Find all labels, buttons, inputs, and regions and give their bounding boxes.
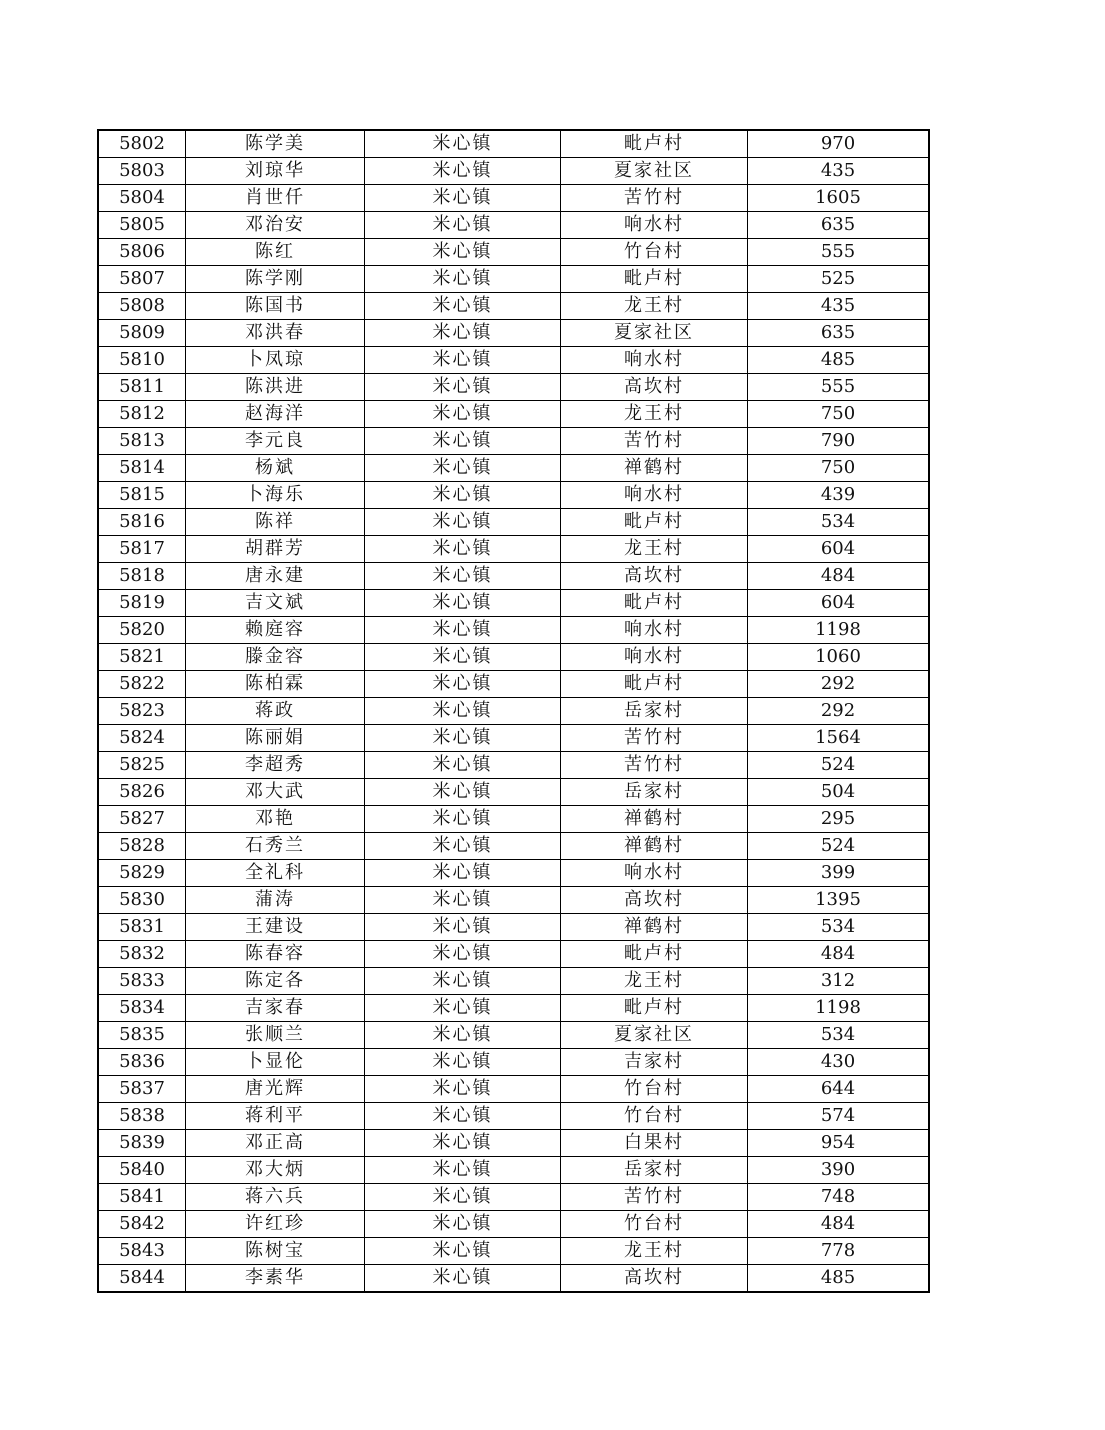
amount-cell: 292 <box>748 671 930 698</box>
table-row <box>98 239 929 266</box>
amount-cell: 604 <box>748 590 930 617</box>
village-cell: 禅鹤村 <box>561 455 748 482</box>
town-cell: 米心镇 <box>365 671 561 698</box>
village-cell: 毗卢村 <box>561 266 748 293</box>
table-row <box>98 1022 929 1049</box>
table-row <box>98 536 929 563</box>
row-number-cell: 5839 <box>98 1130 186 1157</box>
table-row <box>98 914 929 941</box>
amount-cell: 1198 <box>748 995 930 1022</box>
amount-cell: 635 <box>748 320 930 347</box>
table-row <box>98 455 929 482</box>
table-row <box>98 1076 929 1103</box>
row-number-cell: 5807 <box>98 266 186 293</box>
village-cell: 毗卢村 <box>561 590 748 617</box>
amount-cell: 750 <box>748 455 930 482</box>
town-cell: 米心镇 <box>365 968 561 995</box>
amount-cell: 644 <box>748 1076 930 1103</box>
person-name-cell: 李元良 <box>186 428 365 455</box>
row-number-cell: 5837 <box>98 1076 186 1103</box>
amount-cell: 534 <box>748 1022 930 1049</box>
table-row <box>98 158 929 185</box>
row-number-cell: 5806 <box>98 239 186 266</box>
table-row <box>98 401 929 428</box>
table-row <box>98 347 929 374</box>
amount-cell: 1395 <box>748 887 930 914</box>
village-cell: 毗卢村 <box>561 671 748 698</box>
row-number-cell: 5842 <box>98 1211 186 1238</box>
village-cell: 高坎村 <box>561 374 748 401</box>
village-cell: 苦竹村 <box>561 725 748 752</box>
town-cell: 米心镇 <box>365 401 561 428</box>
village-cell: 白果村 <box>561 1130 748 1157</box>
town-cell: 米心镇 <box>365 617 561 644</box>
town-cell: 米心镇 <box>365 320 561 347</box>
village-cell: 龙王村 <box>561 1238 748 1265</box>
village-cell: 高坎村 <box>561 1265 748 1293</box>
village-cell: 龙王村 <box>561 536 748 563</box>
table-row <box>98 590 929 617</box>
table-row <box>98 130 929 158</box>
town-cell: 米心镇 <box>365 347 561 374</box>
village-cell: 禅鹤村 <box>561 806 748 833</box>
row-number-cell: 5812 <box>98 401 186 428</box>
person-name-cell: 蒋政 <box>186 698 365 725</box>
row-number-cell: 5840 <box>98 1157 186 1184</box>
table-row <box>98 752 929 779</box>
village-cell: 龙王村 <box>561 293 748 320</box>
table-row <box>98 779 929 806</box>
town-cell: 米心镇 <box>365 239 561 266</box>
amount-cell: 970 <box>748 130 930 158</box>
person-name-cell: 卜显伦 <box>186 1049 365 1076</box>
amount-cell: 399 <box>748 860 930 887</box>
amount-cell: 484 <box>748 941 930 968</box>
amount-cell: 778 <box>748 1238 930 1265</box>
person-name-cell: 邓洪春 <box>186 320 365 347</box>
table-row <box>98 995 929 1022</box>
person-name-cell: 肖世仟 <box>186 185 365 212</box>
person-name-cell: 卜海乐 <box>186 482 365 509</box>
person-name-cell: 赵海洋 <box>186 401 365 428</box>
town-cell: 米心镇 <box>365 1103 561 1130</box>
table-row <box>98 617 929 644</box>
town-cell: 米心镇 <box>365 374 561 401</box>
table-row <box>98 185 929 212</box>
person-name-cell: 吉家春 <box>186 995 365 1022</box>
town-cell: 米心镇 <box>365 536 561 563</box>
village-cell: 吉家村 <box>561 1049 748 1076</box>
row-number-cell: 5827 <box>98 806 186 833</box>
row-number-cell: 5838 <box>98 1103 186 1130</box>
town-cell: 米心镇 <box>365 563 561 590</box>
village-cell: 竹台村 <box>561 1211 748 1238</box>
person-name-cell: 陈国书 <box>186 293 365 320</box>
town-cell: 米心镇 <box>365 293 561 320</box>
row-number-cell: 5828 <box>98 833 186 860</box>
village-cell: 岳家村 <box>561 698 748 725</box>
village-cell: 响水村 <box>561 644 748 671</box>
records-table-body <box>98 130 929 1292</box>
person-name-cell: 陈学美 <box>186 130 365 158</box>
person-name-cell: 蒋利平 <box>186 1103 365 1130</box>
row-number-cell: 5822 <box>98 671 186 698</box>
person-name-cell: 邓正高 <box>186 1130 365 1157</box>
amount-cell: 1198 <box>748 617 930 644</box>
amount-cell: 750 <box>748 401 930 428</box>
village-cell: 苦竹村 <box>561 1184 748 1211</box>
table-row <box>98 1049 929 1076</box>
amount-cell: 484 <box>748 563 930 590</box>
row-number-cell: 5843 <box>98 1238 186 1265</box>
village-cell: 毗卢村 <box>561 995 748 1022</box>
person-name-cell: 刘琼华 <box>186 158 365 185</box>
person-name-cell: 张顺兰 <box>186 1022 365 1049</box>
village-cell: 高坎村 <box>561 563 748 590</box>
row-number-cell: 5835 <box>98 1022 186 1049</box>
town-cell: 米心镇 <box>365 590 561 617</box>
town-cell: 米心镇 <box>365 806 561 833</box>
person-name-cell: 杨斌 <box>186 455 365 482</box>
amount-cell: 790 <box>748 428 930 455</box>
village-cell: 高坎村 <box>561 887 748 914</box>
village-cell: 响水村 <box>561 617 748 644</box>
table-row <box>98 725 929 752</box>
row-number-cell: 5811 <box>98 374 186 401</box>
person-name-cell: 蒋六兵 <box>186 1184 365 1211</box>
person-name-cell: 李超秀 <box>186 752 365 779</box>
village-cell: 响水村 <box>561 347 748 374</box>
amount-cell: 295 <box>748 806 930 833</box>
row-number-cell: 5844 <box>98 1265 186 1293</box>
person-name-cell: 李素华 <box>186 1265 365 1293</box>
row-number-cell: 5803 <box>98 158 186 185</box>
row-number-cell: 5814 <box>98 455 186 482</box>
amount-cell: 604 <box>748 536 930 563</box>
town-cell: 米心镇 <box>365 698 561 725</box>
town-cell: 米心镇 <box>365 941 561 968</box>
row-number-cell: 5813 <box>98 428 186 455</box>
amount-cell: 524 <box>748 833 930 860</box>
amount-cell: 635 <box>748 212 930 239</box>
row-number-cell: 5829 <box>98 860 186 887</box>
table-row <box>98 374 929 401</box>
village-cell: 岳家村 <box>561 1157 748 1184</box>
table-row <box>98 320 929 347</box>
amount-cell: 485 <box>748 1265 930 1293</box>
person-name-cell: 赖庭容 <box>186 617 365 644</box>
amount-cell: 292 <box>748 698 930 725</box>
table-row <box>98 1157 929 1184</box>
town-cell: 米心镇 <box>365 455 561 482</box>
row-number-cell: 5831 <box>98 914 186 941</box>
village-cell: 禅鹤村 <box>561 914 748 941</box>
person-name-cell: 吉文斌 <box>186 590 365 617</box>
table-row <box>98 212 929 239</box>
town-cell: 米心镇 <box>365 266 561 293</box>
town-cell: 米心镇 <box>365 1184 561 1211</box>
village-cell: 响水村 <box>561 860 748 887</box>
village-cell: 夏家社区 <box>561 158 748 185</box>
row-number-cell: 5805 <box>98 212 186 239</box>
amount-cell: 484 <box>748 1211 930 1238</box>
amount-cell: 390 <box>748 1157 930 1184</box>
village-cell: 毗卢村 <box>561 509 748 536</box>
town-cell: 米心镇 <box>365 1049 561 1076</box>
person-name-cell: 陈丽娟 <box>186 725 365 752</box>
village-cell: 竹台村 <box>561 1076 748 1103</box>
person-name-cell: 邓大炳 <box>186 1157 365 1184</box>
amount-cell: 555 <box>748 374 930 401</box>
row-number-cell: 5826 <box>98 779 186 806</box>
village-cell: 响水村 <box>561 212 748 239</box>
village-cell: 岳家村 <box>561 779 748 806</box>
town-cell: 米心镇 <box>365 482 561 509</box>
table-row <box>98 1184 929 1211</box>
row-number-cell: 5823 <box>98 698 186 725</box>
table-row <box>98 1130 929 1157</box>
village-cell: 夏家社区 <box>561 320 748 347</box>
amount-cell: 1060 <box>748 644 930 671</box>
amount-cell: 555 <box>748 239 930 266</box>
amount-cell: 954 <box>748 1130 930 1157</box>
amount-cell: 524 <box>748 752 930 779</box>
village-cell: 竹台村 <box>561 239 748 266</box>
person-name-cell: 全礼科 <box>186 860 365 887</box>
person-name-cell: 陈红 <box>186 239 365 266</box>
amount-cell: 1564 <box>748 725 930 752</box>
person-name-cell: 陈学刚 <box>186 266 365 293</box>
village-cell: 响水村 <box>561 482 748 509</box>
village-cell: 竹台村 <box>561 1103 748 1130</box>
amount-cell: 504 <box>748 779 930 806</box>
table-row <box>98 266 929 293</box>
table-row <box>98 482 929 509</box>
row-number-cell: 5825 <box>98 752 186 779</box>
town-cell: 米心镇 <box>365 725 561 752</box>
village-cell: 苦竹村 <box>561 752 748 779</box>
person-name-cell: 陈定各 <box>186 968 365 995</box>
person-name-cell: 邓治安 <box>186 212 365 239</box>
table-row <box>98 806 929 833</box>
table-row <box>98 671 929 698</box>
amount-cell: 439 <box>748 482 930 509</box>
town-cell: 米心镇 <box>365 1130 561 1157</box>
row-number-cell: 5834 <box>98 995 186 1022</box>
amount-cell: 430 <box>748 1049 930 1076</box>
table-row <box>98 833 929 860</box>
table-row <box>98 1103 929 1130</box>
row-number-cell: 5818 <box>98 563 186 590</box>
town-cell: 米心镇 <box>365 833 561 860</box>
town-cell: 米心镇 <box>365 1238 561 1265</box>
person-name-cell: 卜凤琼 <box>186 347 365 374</box>
person-name-cell: 胡群芳 <box>186 536 365 563</box>
village-cell: 龙王村 <box>561 401 748 428</box>
amount-cell: 312 <box>748 968 930 995</box>
town-cell: 米心镇 <box>365 509 561 536</box>
town-cell: 米心镇 <box>365 1157 561 1184</box>
person-name-cell: 陈洪进 <box>186 374 365 401</box>
row-number-cell: 5804 <box>98 185 186 212</box>
town-cell: 米心镇 <box>365 995 561 1022</box>
table-row <box>98 698 929 725</box>
person-name-cell: 许红珍 <box>186 1211 365 1238</box>
row-number-cell: 5809 <box>98 320 186 347</box>
amount-cell: 748 <box>748 1184 930 1211</box>
row-number-cell: 5802 <box>98 130 186 158</box>
person-name-cell: 陈树宝 <box>186 1238 365 1265</box>
row-number-cell: 5824 <box>98 725 186 752</box>
amount-cell: 534 <box>748 509 930 536</box>
records-table <box>97 129 930 1293</box>
town-cell: 米心镇 <box>365 887 561 914</box>
town-cell: 米心镇 <box>365 914 561 941</box>
table-row <box>98 860 929 887</box>
table-row <box>98 563 929 590</box>
row-number-cell: 5817 <box>98 536 186 563</box>
person-name-cell: 王建设 <box>186 914 365 941</box>
person-name-cell: 陈春容 <box>186 941 365 968</box>
town-cell: 米心镇 <box>365 1076 561 1103</box>
amount-cell: 1605 <box>748 185 930 212</box>
village-cell: 苦竹村 <box>561 428 748 455</box>
row-number-cell: 5830 <box>98 887 186 914</box>
town-cell: 米心镇 <box>365 428 561 455</box>
town-cell: 米心镇 <box>365 1265 561 1293</box>
village-cell: 毗卢村 <box>561 941 748 968</box>
table-row <box>98 887 929 914</box>
amount-cell: 435 <box>748 293 930 320</box>
village-cell: 龙王村 <box>561 968 748 995</box>
row-number-cell: 5836 <box>98 1049 186 1076</box>
town-cell: 米心镇 <box>365 779 561 806</box>
amount-cell: 525 <box>748 266 930 293</box>
person-name-cell: 蒲涛 <box>186 887 365 914</box>
table-row <box>98 293 929 320</box>
village-cell: 夏家社区 <box>561 1022 748 1049</box>
row-number-cell: 5832 <box>98 941 186 968</box>
town-cell: 米心镇 <box>365 860 561 887</box>
town-cell: 米心镇 <box>365 1022 561 1049</box>
table-row <box>98 1238 929 1265</box>
person-name-cell: 邓大武 <box>186 779 365 806</box>
person-name-cell: 唐永建 <box>186 563 365 590</box>
table-row <box>98 1211 929 1238</box>
row-number-cell: 5810 <box>98 347 186 374</box>
table-row <box>98 968 929 995</box>
table-row <box>98 428 929 455</box>
table-row <box>98 509 929 536</box>
town-cell: 米心镇 <box>365 212 561 239</box>
row-number-cell: 5815 <box>98 482 186 509</box>
amount-cell: 485 <box>748 347 930 374</box>
table-row <box>98 644 929 671</box>
row-number-cell: 5841 <box>98 1184 186 1211</box>
person-name-cell: 滕金容 <box>186 644 365 671</box>
town-cell: 米心镇 <box>365 158 561 185</box>
row-number-cell: 5816 <box>98 509 186 536</box>
table-row <box>98 1265 929 1293</box>
town-cell: 米心镇 <box>365 130 561 158</box>
table-row <box>98 941 929 968</box>
row-number-cell: 5808 <box>98 293 186 320</box>
town-cell: 米心镇 <box>365 185 561 212</box>
person-name-cell: 陈柏霖 <box>186 671 365 698</box>
village-cell: 苦竹村 <box>561 185 748 212</box>
person-name-cell: 石秀兰 <box>186 833 365 860</box>
amount-cell: 534 <box>748 914 930 941</box>
row-number-cell: 5820 <box>98 617 186 644</box>
row-number-cell: 5821 <box>98 644 186 671</box>
amount-cell: 435 <box>748 158 930 185</box>
town-cell: 米心镇 <box>365 644 561 671</box>
village-cell: 禅鹤村 <box>561 833 748 860</box>
village-cell: 毗卢村 <box>561 130 748 158</box>
town-cell: 米心镇 <box>365 752 561 779</box>
row-number-cell: 5819 <box>98 590 186 617</box>
person-name-cell: 唐光辉 <box>186 1076 365 1103</box>
person-name-cell: 邓艳 <box>186 806 365 833</box>
amount-cell: 574 <box>748 1103 930 1130</box>
row-number-cell: 5833 <box>98 968 186 995</box>
town-cell: 米心镇 <box>365 1211 561 1238</box>
person-name-cell: 陈祥 <box>186 509 365 536</box>
